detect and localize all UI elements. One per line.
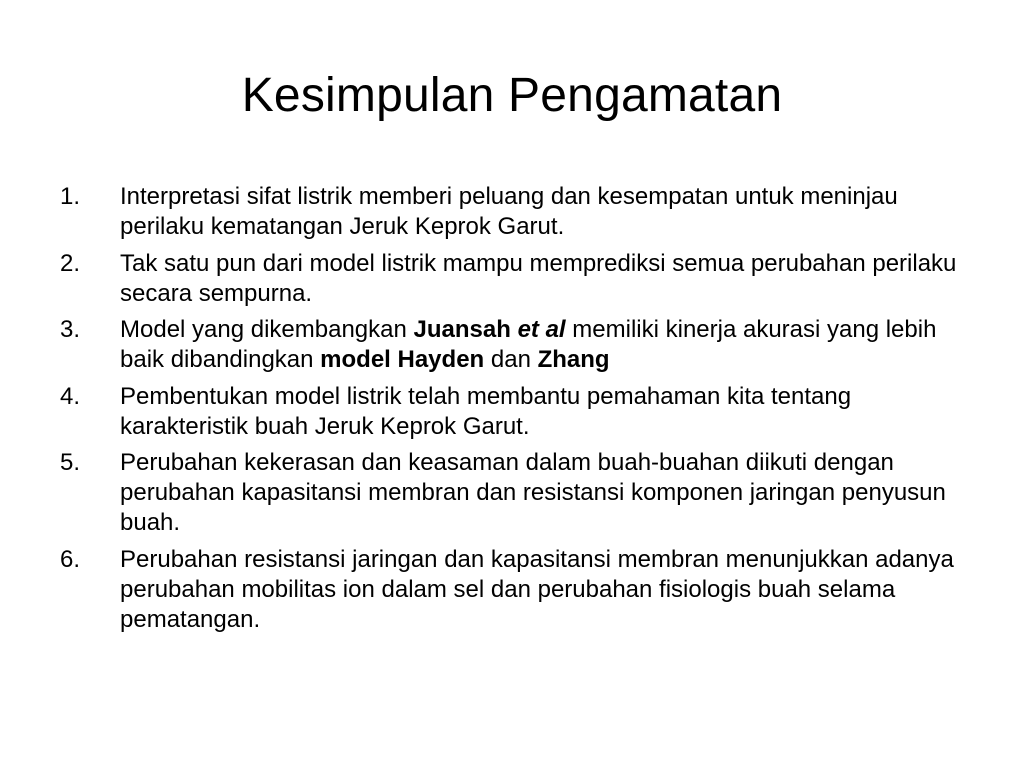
item-text bbox=[120, 448, 965, 538]
text-run: Model yang dikembangkan bbox=[120, 316, 414, 343]
conclusion-item bbox=[60, 545, 965, 635]
item-text bbox=[120, 382, 965, 442]
text-run: dan bbox=[484, 346, 538, 373]
item-text bbox=[120, 249, 965, 309]
emphasis-bold: Juansah bbox=[413, 316, 511, 343]
text-run: Tak satu pun dari model listrik mampu memprediksi semua perubahan perilaku secara sempurna. bbox=[120, 249, 957, 307]
conclusion-item bbox=[60, 249, 965, 309]
conclusion-item bbox=[60, 448, 965, 538]
text-run: Perubahan resistansi jaringan dan kapasitansi membran menunjukkan adanya perubahan mobilitas ion dalam sel dan perubahan fisiologis buah selama pematangan. bbox=[120, 545, 954, 633]
item-number: 3. bbox=[60, 316, 81, 343]
conclusion-item bbox=[60, 382, 965, 442]
item-text bbox=[120, 315, 965, 375]
text-run: Pembentukan model listrik telah membantu pemahaman kita tentang karakteristik buah Jeruk Keprok Garut. bbox=[120, 382, 852, 440]
conclusion-item bbox=[60, 315, 965, 375]
item-number: 4. bbox=[60, 382, 81, 410]
item-text bbox=[120, 182, 965, 242]
item-number: 6. bbox=[60, 545, 81, 573]
item-number: 1. bbox=[60, 183, 81, 210]
text-run: Interpretasi sifat listrik memberi peluang dan kesempatan untuk meninjau perilaku kematangan Jeruk Keprok Garut. bbox=[120, 183, 898, 240]
emphasis-bold: Zhang bbox=[537, 346, 610, 373]
conclusion-list bbox=[60, 182, 965, 641]
text-run bbox=[511, 316, 518, 343]
item-number: 2. bbox=[60, 249, 81, 277]
item-text bbox=[120, 545, 965, 635]
text-run: Perubahan kekerasan dan keasaman dalam buah-buahan diikuti dengan perubahan kapasitansi membran dan resistansi komponen jaringan penyusun buah. bbox=[120, 449, 946, 536]
slide-title: Kesimpulan Pengamatan bbox=[241, 69, 783, 122]
text-run: memiliki kinerja akurasi yang lebih baik dibandingkan bbox=[120, 316, 937, 373]
emphasis-bold: model Hayden bbox=[320, 346, 485, 373]
item-number: 5. bbox=[60, 449, 81, 476]
emphasis-bold-italic: et al bbox=[517, 316, 566, 343]
conclusion-item bbox=[60, 182, 965, 242]
